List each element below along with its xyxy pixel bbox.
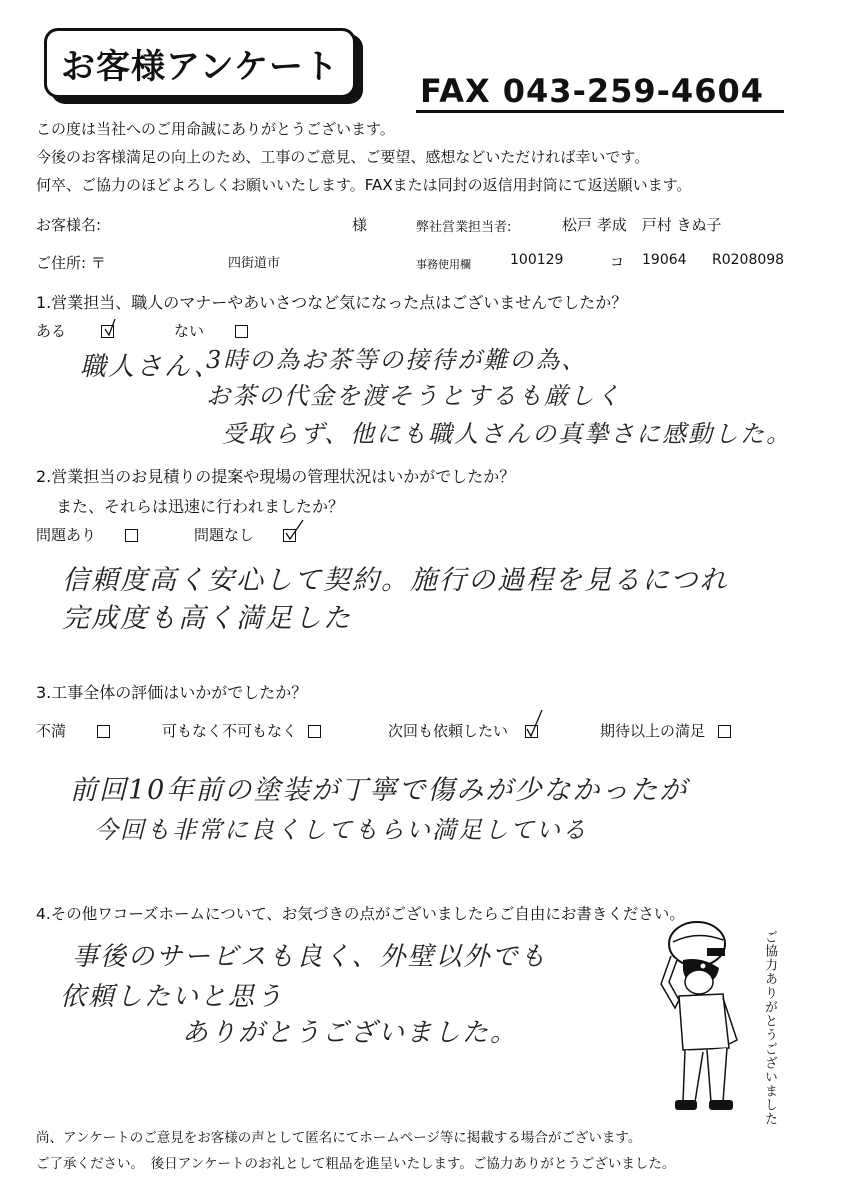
fax-underline	[416, 110, 784, 113]
office-code-2: コ	[610, 255, 624, 271]
intro-line-2: 今後のお客様満足の向上のため、工事のご意見、ご要望、感想などいただければ幸いです。	[36, 148, 650, 166]
q1-answer-line-4: 受取らず、他にも職人さんの真摯さに感動した。	[222, 420, 793, 448]
staff-names: 松戸 孝成 戸村 きぬ子	[562, 216, 722, 234]
q1-option-yes[interactable]	[36, 320, 114, 341]
q3-dissatisfied-checkbox[interactable]	[97, 725, 110, 738]
q2-option-problem[interactable]	[36, 524, 138, 545]
q3-option-neutral[interactable]	[162, 720, 321, 741]
q2-option-problem-label: 問題あり	[36, 526, 97, 544]
office-code-3: 19064	[642, 252, 687, 268]
city: 四街道市	[228, 256, 281, 271]
intro-line-1: この度は当社へのご用命誠にありがとうございます。	[36, 120, 395, 138]
check-mark-icon	[103, 319, 117, 337]
office-use-label: 事務使用欄	[416, 258, 471, 271]
q2-answer-line-1: 信頼度高く安心して契約。施行の過程を見るにつれ	[62, 565, 729, 596]
check-mark-icon	[526, 710, 546, 738]
staff-label: 弊社営業担当者:	[416, 220, 512, 235]
q4-question: 4.その他ワコーズホームについて、お気づきの点がございましたらご自由にお書きください。	[36, 905, 685, 923]
fax-number: FAX 043-259-4604	[420, 72, 764, 110]
footer-line-1: 尚、アンケートのご意見をお客様の声として匿名にてホームページ等に掲載する場合がございます。	[36, 1130, 642, 1146]
q1-option-no[interactable]	[174, 320, 248, 341]
q1-answer-line-1: 職人さん、	[80, 352, 222, 382]
q3-option-again[interactable]	[388, 720, 538, 741]
q3-option-neutral-label: 可もなく不可もなく	[162, 722, 298, 740]
side-thanks-note: ご協力ありがとうございました	[762, 930, 777, 1126]
q3-option-exceeded[interactable]	[600, 720, 731, 741]
q1-yes-checkbox[interactable]	[101, 325, 114, 338]
q1-option-no-label: ない	[174, 322, 205, 340]
q4-answer-line-2: 依頼したいと思う	[60, 982, 285, 1012]
q1-answer-line-2: 3時の為お茶等の接待が難の為、	[206, 346, 588, 374]
q2-option-noproblem[interactable]	[194, 524, 296, 545]
q4-answer-line-1: 事後のサービスも良く、外壁以外でも	[72, 942, 548, 972]
q3-option-exceeded-label: 期待以上の満足	[600, 722, 706, 740]
office-code-4: R0208098	[712, 252, 785, 268]
q3-neutral-checkbox[interactable]	[308, 725, 321, 738]
q3-again-checkbox[interactable]	[525, 725, 538, 738]
q2-noproblem-checkbox[interactable]	[283, 529, 296, 542]
customer-name-label: お客様名:	[36, 216, 102, 234]
check-mark-icon	[285, 520, 305, 542]
q2-question-2: また、それらは迅速に行われましたか？	[56, 497, 345, 516]
q2-problem-checkbox[interactable]	[125, 529, 138, 542]
q1-question: 1.営業担当、職人のマナーやあいさつなど気になった点はございませんでしたか？	[36, 293, 628, 312]
q4-answer-line-3: ありがとうございました。	[182, 1018, 519, 1048]
q3-option-dissatisfied-label: 不満	[36, 722, 67, 740]
q3-option-dissatisfied[interactable]	[36, 720, 110, 741]
q1-option-yes-label: ある	[36, 322, 67, 340]
office-code-1: 100129	[510, 252, 564, 268]
honorific: 様	[352, 216, 368, 234]
q2-answer-line-2: 完成度も高く満足した	[62, 603, 352, 634]
q3-question: 3.工事全体の評価はいかがでしたか？	[36, 683, 308, 702]
q2-option-noproblem-label: 問題なし	[194, 526, 255, 544]
q3-option-again-label: 次回も依頼したい	[388, 722, 509, 740]
title-box	[44, 28, 356, 98]
bowing-worker-illustration	[645, 920, 760, 1120]
intro-line-3: 何卒、ご協力のほどよろしくお願いいたします。FAXまたは同封の返信用封筒にて返送願います。	[36, 176, 692, 194]
q1-answer-line-3: お茶の代金を渡そうとするも厳しく	[206, 382, 622, 410]
q2-question: 2.営業担当のお見積りの提案や現場の管理状況はいかがでしたか？	[36, 467, 516, 486]
footer-line-2: ご了承ください。 後日アンケートのお礼として粗品を進呈いたします。ご協力ありがとうございました。	[36, 1156, 676, 1172]
address-label: ご住所: 〒	[36, 254, 106, 272]
form-title: お客様アンケート	[61, 46, 339, 87]
q3-answer-line-1: 前回10年前の塗装が丁寧で傷みが少なかったが	[70, 775, 689, 806]
q1-no-checkbox[interactable]	[235, 325, 248, 338]
q3-exceeded-checkbox[interactable]	[718, 725, 731, 738]
q3-answer-line-2: 今回も非常に良くしてもらい満足している	[94, 816, 588, 844]
